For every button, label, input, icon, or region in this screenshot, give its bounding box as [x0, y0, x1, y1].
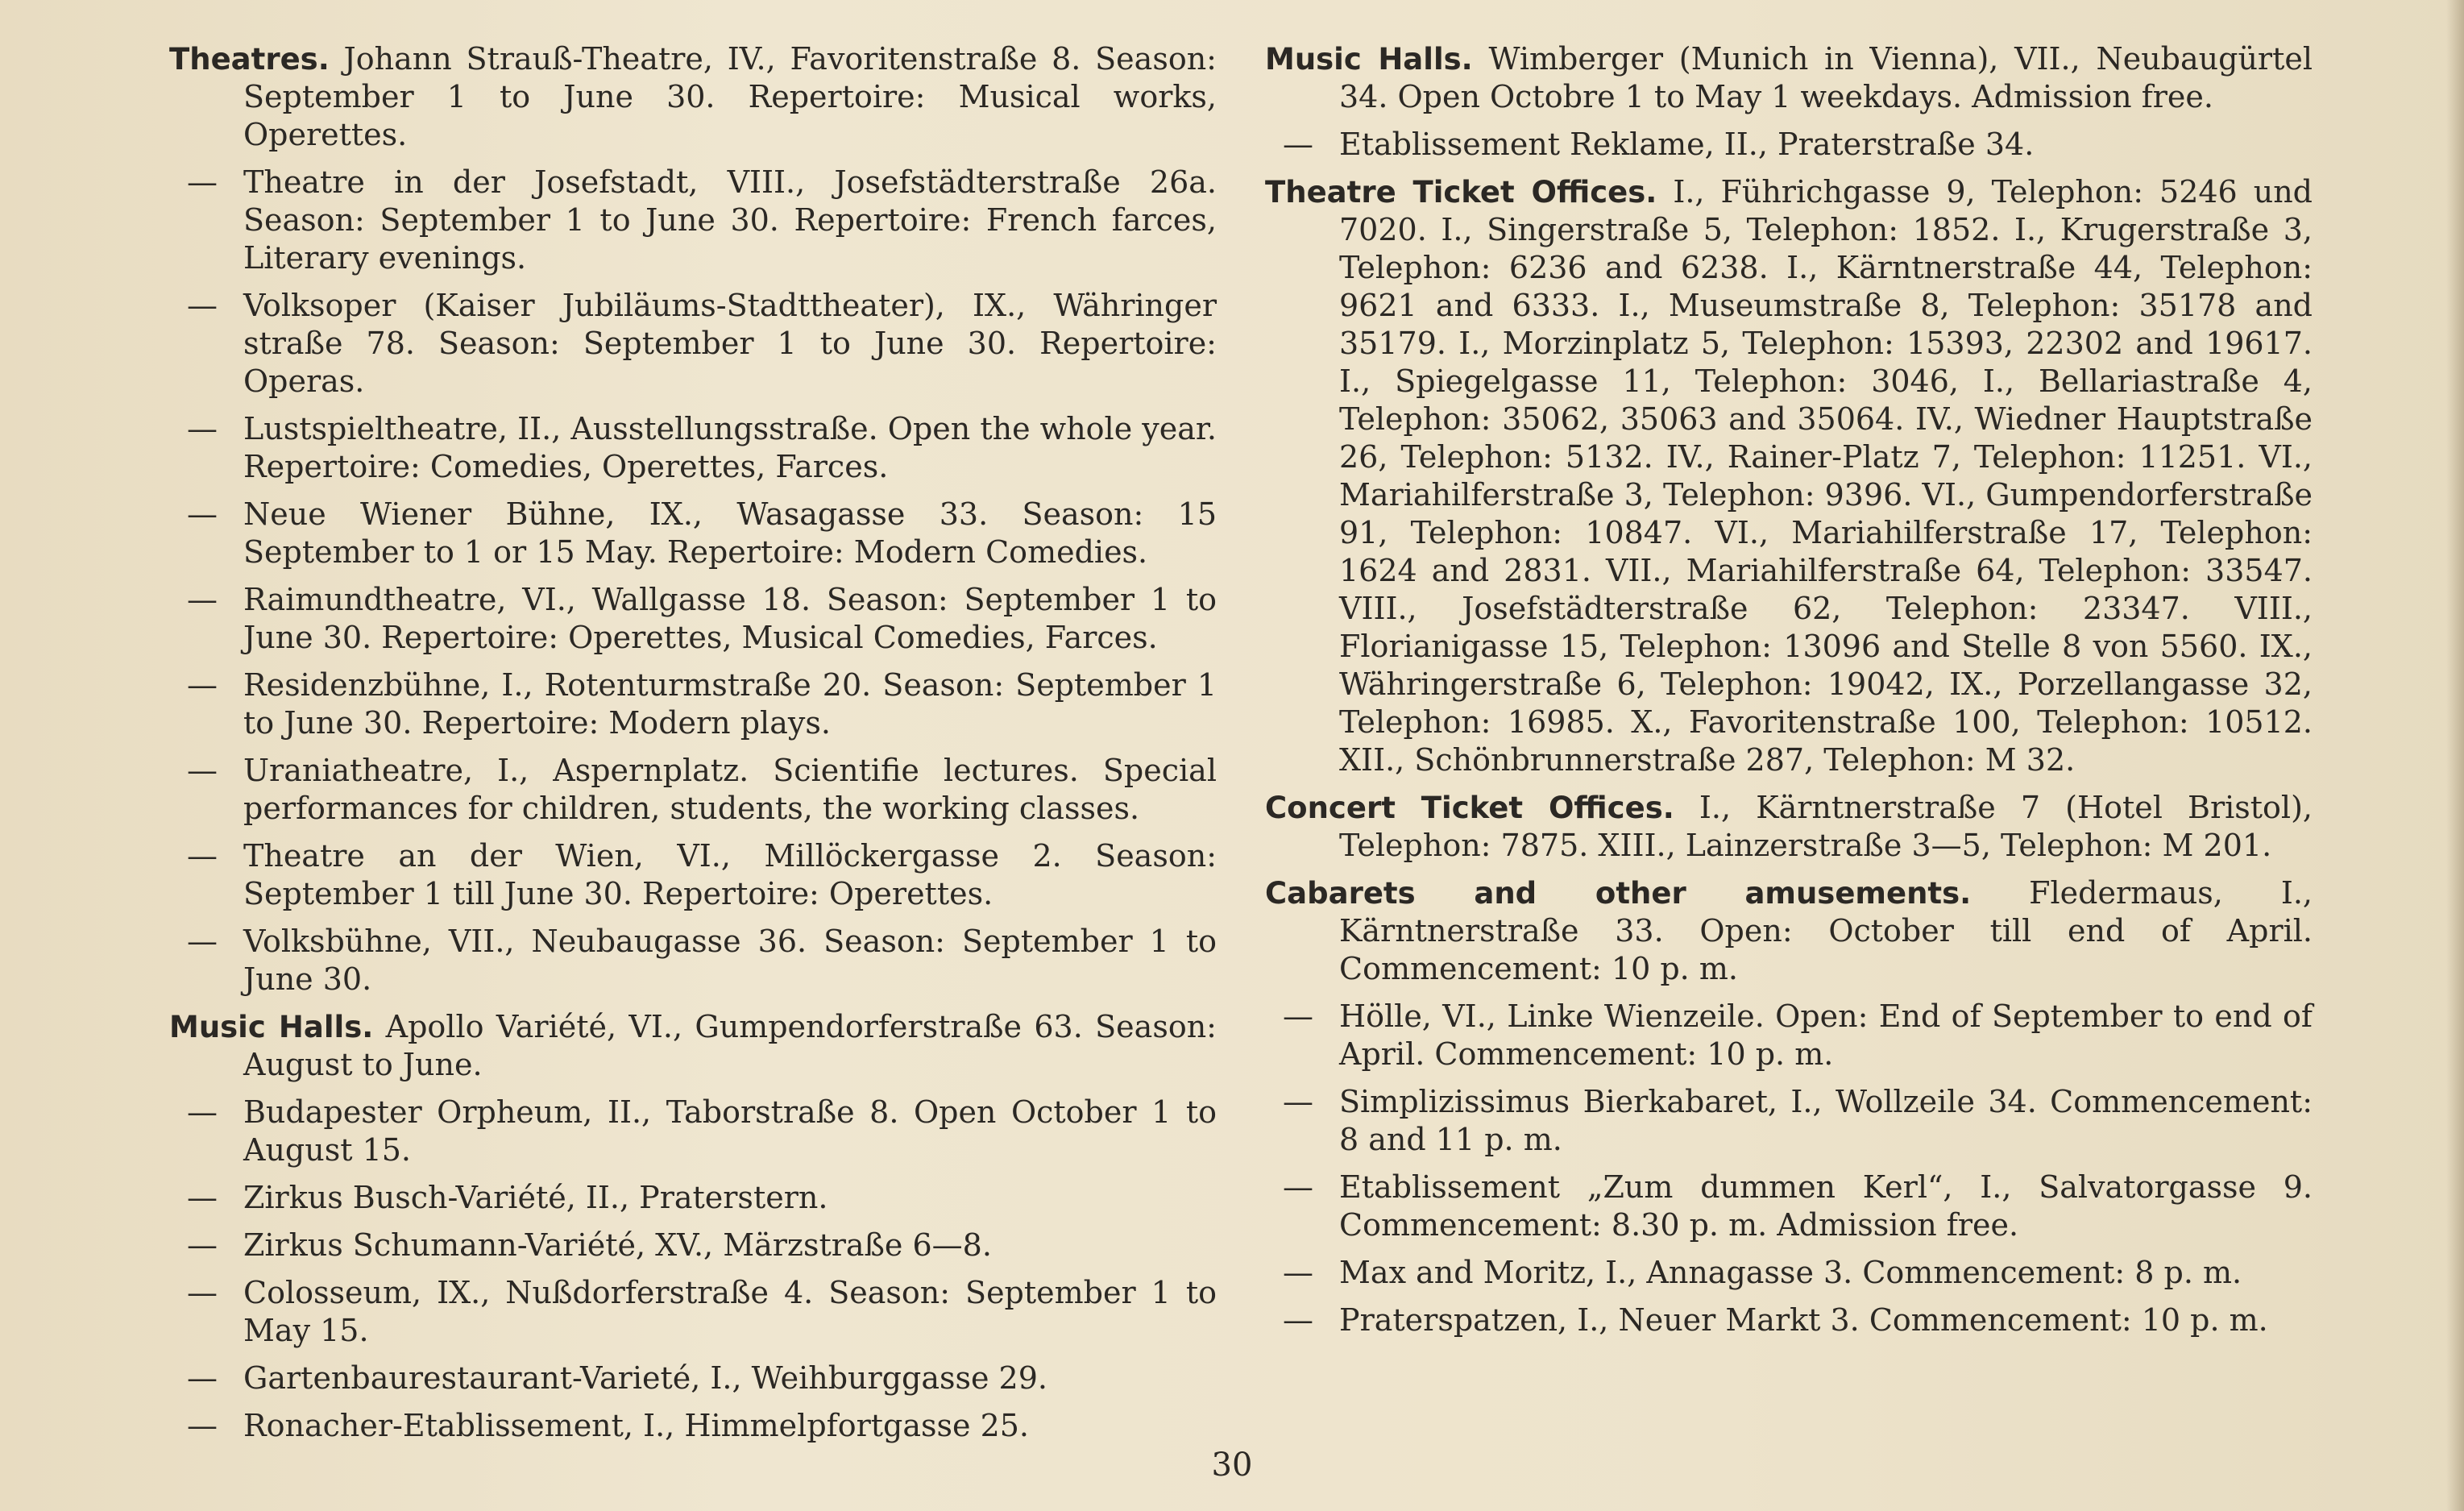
ditto-dash: — [1283, 998, 1313, 1034]
list-item [1265, 1254, 2313, 1292]
ditto-dash: — [187, 164, 218, 200]
entry-text: Gartenbaurestaurant-Varieté, I., Weihburggasse 29. [243, 1360, 1047, 1396]
entry-text: Volksbühne, VII., Neubaugasse 36. Season: September 1 to June 30. [243, 924, 1217, 997]
page-edge-shadow [2446, 0, 2464, 1511]
entry-text: Apollo Variété, VI., Gumpendorferstraße 63. Season: August to June. [243, 1009, 1217, 1082]
ditto-dash: — [187, 1408, 218, 1443]
entry-text: Wimberger (Munich in Vienna), VII., Neubaugürtel 34. Open Octobre 1 to May 1 weekdays. Admission free. [1339, 41, 2313, 114]
ditto-dash: — [187, 667, 218, 703]
list-item [169, 287, 1217, 401]
ditto-dash: — [187, 753, 218, 788]
entry-text: Uraniatheatre, I., Aspernplatz. Scientifie lectures. Special performances for children, students, the working classes. [243, 753, 1217, 826]
list-item [169, 1359, 1217, 1397]
section-heading: Theatre Ticket Offices. [1265, 175, 1657, 210]
list-item [169, 666, 1217, 742]
list-item [1265, 1301, 2313, 1339]
ditto-dash: — [187, 411, 218, 446]
entry-text: Theatre an der Wien, VI., Millöckergasse 2. Season: September 1 till June 30. Repertoire: Operettes. [243, 838, 1217, 911]
entry-text: Fledermaus, I., Kärntnerstraße 33. Open: October till end of April. Commencement: 10 p. m. [1339, 875, 2313, 986]
entry-text: Max and Moritz, I., Annagasse 3. Commencement: 8 p. m. [1339, 1255, 2242, 1290]
right-column [1265, 40, 2313, 1349]
ditto-dash: — [187, 288, 218, 323]
ditto-dash: — [187, 582, 218, 617]
ditto-dash: — [187, 838, 218, 874]
entry-text: I., Kärntnerstraße 7 (Hotel Bristol), Telephon: 7875. XIII., Lainzerstraße 3—5, Telephon: M 201. [1339, 790, 2313, 863]
entry-text: I., Führichgasse 9, Telephon: 5246 und 7020. I., Singerstraße 5, Telephon: 1852. I., Krugerstraße 3, Telephon: 6236 and 6238. I., Kärntnerstraße 44, Telephon: 9621 and 6333. I., Museumstraße 8, Telephon: 35178 and 35179. I., Morzinplatz 5, Telephon: 15393, 22302 and 19617. I., Spiegelgasse 11, Telephon: 3046, I., Bellariastraße 4, Telephon: 35062, 35063 and 35064. IV., Wiedner Hauptstraße 26, Telephon: 5132. IV., Rainer-Platz 7, Telephon: 11251. VI., Mariahilferstraße 3, Telephon: 9396. VI., Gumpendorferstraße 91, Telephon: 10847. VI., Mariahilferstraße 17, Telephon: 1624 and 2831. VII., Mariahilferstraße 64, Telephon: 33547. VIII., Josefstädterstraße 62, Telephon: 23347. VIII., Florianigasse 15, Telephon: 13096 and Stelle 8 von 5560. IX., Währingerstraße 6, Telephon: 19042, IX., Porzellangasse 32, Telephon: 16985. X., Favoritenstraße 100, Telephon: 10512. XII., Schönbrunnerstraße 287, Telephon: M 32. [1339, 174, 2313, 778]
entry-text: Volksoper (Kaiser Jubiläums-Stadttheater), IX., Währinger straße 78. Season: September 1 to June 30. Repertoire: Operas. [243, 288, 1217, 399]
list-item [1265, 998, 2313, 1073]
section-entry [1265, 874, 2313, 988]
list-item [169, 923, 1217, 998]
left-column [169, 40, 1217, 1455]
entry-text: Ronacher-Etablissement, I., Himmelpfortgasse 25. [243, 1408, 1030, 1443]
entry-text: Praterspatzen, I., Neuer Markt 3. Commencement: 10 p. m. [1339, 1302, 2268, 1338]
section-heading: Theatres. [169, 42, 330, 77]
list-item [1265, 1083, 2313, 1159]
ditto-dash: — [1283, 1169, 1313, 1205]
entry-text: Simplizissimus Bierkabaret, I., Wollzeile 34. Commencement: 8 and 11 p. m. [1339, 1084, 2313, 1157]
list-item [169, 1179, 1217, 1217]
entry-text: Colosseum, IX., Nußdorferstraße 4. Season: September 1 to May 15. [243, 1275, 1217, 1348]
ditto-dash: — [1283, 1255, 1313, 1290]
entry-text: Residenzbühne, I., Rotenturmstraße 20. Season: September 1 to June 30. Repertoire: Modern plays. [243, 667, 1217, 741]
ditto-dash: — [187, 1227, 218, 1263]
entry-text: Neue Wiener Bühne, IX., Wasagasse 33. Season: 15 September to 1 or 15 May. Repertoire: Modern Comedies. [243, 496, 1217, 570]
list-item [169, 1407, 1217, 1445]
list-item [169, 496, 1217, 571]
ditto-dash: — [187, 496, 218, 532]
entry-text: Raimundtheatre, VI., Wallgasse 18. Season: September 1 to June 30. Repertoire: Operettes, Musical Comedies, Farces. [243, 582, 1217, 655]
section-entry [1265, 40, 2313, 116]
section-heading: Music Halls. [1265, 42, 1473, 77]
ditto-dash: — [187, 1360, 218, 1396]
list-item [169, 1274, 1217, 1350]
entry-text: Budapester Orpheum, II., Taborstraße 8. Open October 1 to August 15. [243, 1094, 1217, 1168]
ditto-dash: — [1283, 1084, 1313, 1119]
section-heading: Music Halls. [169, 1010, 374, 1044]
list-item [169, 164, 1217, 277]
section-entry [1265, 173, 2313, 779]
entry-text: Hölle, VI., Linke Wienzeile. Open: End of September to end of April. Commencement: 10 p. m. [1339, 998, 2313, 1072]
ditto-dash: — [187, 924, 218, 959]
list-item [169, 837, 1217, 913]
list-item [169, 1094, 1217, 1169]
section-entry [1265, 789, 2313, 865]
page-number: 30 [1211, 1447, 1253, 1484]
ditto-dash: — [187, 1094, 218, 1130]
entry-text: Johann Strauß-Theatre, IV., Favoritenstraße 8. Season: September 1 to June 30. Repertoire: Musical works, Operettes. [243, 41, 1217, 152]
ditto-dash: — [1283, 127, 1313, 162]
list-item [1265, 126, 2313, 164]
entry-text: Theatre in der Josefstadt, VIII., Josefstädterstraße 26a. Season: September 1 to June 30. Repertoire: French farces, Literary evenings. [243, 164, 1217, 276]
ditto-dash: — [187, 1180, 218, 1215]
list-item [169, 581, 1217, 657]
list-item [169, 1227, 1217, 1264]
list-item [1265, 1169, 2313, 1244]
entry-text: Etablissement „Zum dummen Kerl“, I., Salvatorgasse 9. Commencement: 8.30 p. m. Admission free. [1339, 1169, 2313, 1243]
section-heading: Concert Ticket Offices. [1265, 791, 1674, 825]
ditto-dash: — [1283, 1302, 1313, 1338]
list-item [169, 752, 1217, 828]
entry-text: Zirkus Schumann-Variété, XV., Märzstraße 6—8. [243, 1227, 992, 1263]
section-entry [169, 1008, 1217, 1084]
list-item [169, 410, 1217, 486]
section-entry [169, 40, 1217, 154]
entry-text: Etablissement Reklame, II., Praterstraße 34. [1339, 127, 2035, 162]
ditto-dash: — [187, 1275, 218, 1310]
entry-text: Lustspieltheatre, II., Ausstellungsstraße. Open the whole year. Repertoire: Comedies, Operettes, Farces. [243, 411, 1217, 484]
section-heading: Cabarets and other amusements. [1265, 876, 1972, 911]
entry-text: Zirkus Busch-Variété, II., Praterstern. [243, 1180, 828, 1215]
